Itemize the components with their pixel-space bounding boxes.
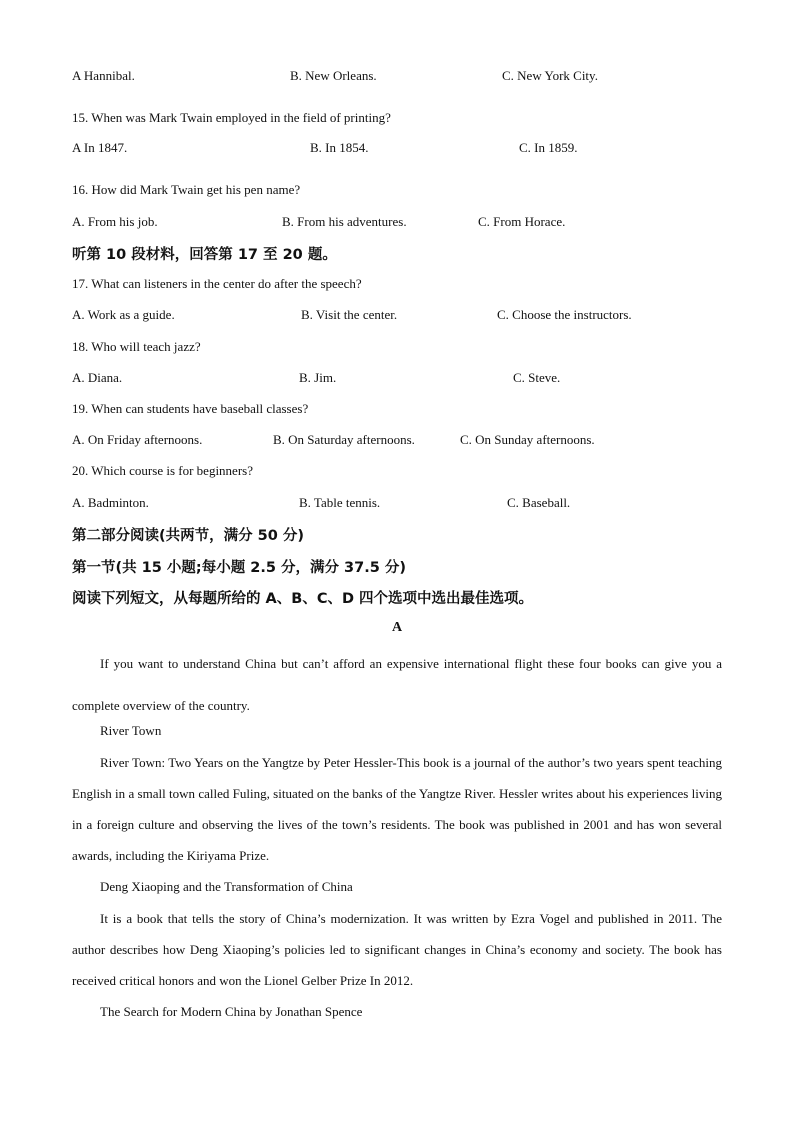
q18-option-c[interactable]: C. Steve. (513, 370, 561, 385)
q17-option-c[interactable]: C. Choose the instructors. (497, 307, 632, 322)
book-1-title: River Town (100, 723, 162, 738)
part-2-heading: 第二部分阅读(共两节，满分 50 分) (72, 528, 305, 544)
q15-option-a[interactable]: A In 1847. (72, 140, 128, 155)
q15-stem: 15. When was Mark Twain employed in the field of printing? (72, 110, 391, 125)
q14-option-a[interactable]: A Hannibal. (72, 68, 135, 83)
q20-option-b[interactable]: B. Table tennis. (299, 495, 381, 510)
q15-option-b[interactable]: B. In 1854. (310, 140, 369, 155)
q14-option-c[interactable]: C. New York City. (502, 68, 598, 83)
q19-option-c[interactable]: C. On Sunday afternoons. (460, 432, 595, 447)
book-2-text: It is a book that tells the story of China’s modernization. It was written by Ezra Vogel and published in 2011. The author describes how Deng Xiaoping’s policies led to significant changes in China’s economy and society. The book has received critical honors and won the Lionel Gelber Prize In 2012. (72, 911, 722, 988)
q19-option-b[interactable]: B. On Saturday afternoons. (273, 432, 415, 447)
q17-option-b[interactable]: B. Visit the center. (301, 307, 398, 322)
q20-stem: 20. Which course is for beginners? (72, 463, 253, 478)
q16-option-c[interactable]: C. From Horace. (478, 214, 566, 229)
q19-option-a[interactable]: A. On Friday afternoons. (72, 432, 203, 447)
q20-option-c[interactable]: C. Baseball. (507, 495, 571, 510)
q16-option-b[interactable]: B. From his adventures. (282, 214, 407, 229)
q17-stem: 17. What can listeners in the center do after the speech? (72, 276, 362, 291)
intro-paragraph: If you want to understand China but can’t afford an expensive international flight these four books can give you a complete overview of the country. (72, 656, 722, 713)
book-1-text: River Town: Two Years on the Yangtze by Peter Hessler-This book is a journal of the author’s two years spent teaching English in a small town called Fuling, situated on the banks of the Yangtze River. Hessler writes about his experiences living in a foreign culture and observing the lives of the town’s residents. The book was published in 2001 and has won several awards, including the Kiriyama Prize. (72, 755, 722, 863)
q16-option-a[interactable]: A. From his job. (72, 214, 158, 229)
section-1-heading: 第一节(共 15 小题;每小题 2.5 分，满分 37.5 分) (72, 560, 406, 576)
q18-option-b[interactable]: B. Jim. (299, 370, 337, 385)
book-2-title: Deng Xiaoping and the Transformation of China (100, 879, 353, 894)
book-3-title: The Search for Modern China by Jonathan Spence (100, 1004, 363, 1019)
q17-option-a[interactable]: A. Work as a guide. (72, 307, 175, 322)
q15-option-c[interactable]: C. In 1859. (519, 140, 578, 155)
q18-option-a[interactable]: A. Diana. (72, 370, 123, 385)
q18-stem: 18. Who will teach jazz? (72, 339, 201, 354)
q16-stem: 16. How did Mark Twain get his pen name? (72, 182, 301, 197)
reading-instruction: 阅读下列短文，从每题所给的 A、B、C、D 四个选项中选出最佳选项。 (72, 591, 534, 607)
q14-option-b[interactable]: B. New Orleans. (290, 68, 377, 83)
q19-stem: 19. When can students have baseball classes? (72, 401, 309, 416)
section-10-heading: 听第 10 段材料，回答第 17 至 20 题。 (72, 247, 337, 263)
passage-label: A (391, 620, 403, 635)
q20-option-a[interactable]: A. Badminton. (72, 495, 149, 510)
